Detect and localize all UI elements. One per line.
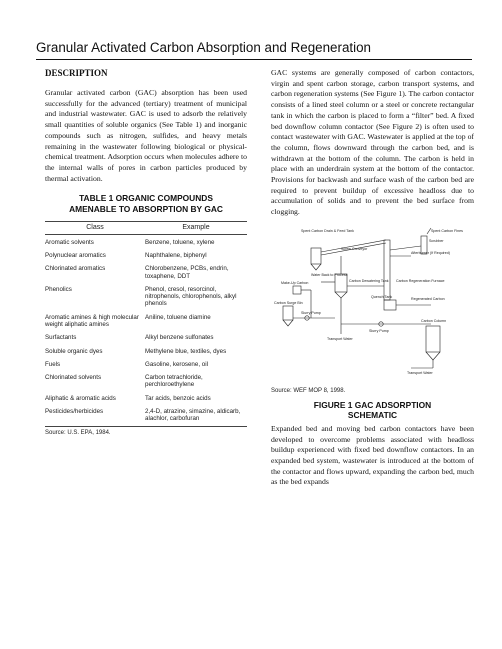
spent-carbon-tank-shape [311, 248, 321, 264]
figure1-caption-line1: FIGURE 1 GAC ADSORPTION [313, 399, 432, 410]
figure1-caption-line2: SCHEMATIC [347, 410, 398, 421]
table-cell-example: Aniline, toluene diamine [145, 313, 211, 321]
table1-source: Source: U.S. EPA, 1984. [45, 429, 111, 436]
table-cell-example: Phenol, cresol, resorcinol, nitrophenols, chlorophenols, alkyl phenols [145, 285, 237, 308]
table-cell-class: Chlorinated solvents [45, 374, 102, 382]
table-row [45, 331, 247, 344]
carbon-surge-bin-shape [283, 306, 293, 320]
regeneration-furnace-shape [384, 240, 390, 300]
table-cell-example: Chlorobenzene, PCBs, endrin, toxaphene, DDT [145, 265, 229, 280]
table-cell-class: Pesticides/herbicides [45, 405, 145, 426]
label-transport-water-2: Transport Water [407, 370, 433, 375]
table-cell-example: 2,4-D, atrazine, simazine, aldicarb, alachlor, carbofuran [145, 405, 247, 426]
label-scrubber: Scrubber [429, 238, 444, 243]
table-cell-class: Aliphatic & aromatic acids [45, 394, 116, 402]
table-cell-class: Surfactants [45, 334, 77, 342]
table-cell-example: Tar acids, benzoic acids [145, 394, 211, 402]
figure1-caption [271, 400, 474, 421]
left-column [45, 68, 247, 436]
label-quench-tank: Quench Tank [371, 294, 393, 299]
quench-tank-shape [384, 300, 396, 310]
table1-caption-line2: AMENABLE TO ABSORPTION BY GAC [69, 203, 223, 214]
table-row [45, 283, 247, 311]
table1-body [45, 234, 247, 426]
right-column [271, 68, 474, 496]
table-row [45, 358, 247, 371]
table-row [45, 345, 247, 358]
label-slurry-pump-2: Slurry Pump [369, 328, 389, 333]
table-row [45, 249, 247, 262]
table-row [45, 311, 247, 332]
label-carbon-column: Carbon Column [421, 318, 447, 323]
table-cell-example: Methylene blue, textiles, dyes [145, 347, 227, 355]
header-rule [36, 59, 472, 60]
table-cell-example: Benzene, toluene, xylene [145, 238, 215, 246]
table1 [45, 221, 247, 426]
table-row [45, 405, 247, 426]
table-cell-example: Gasoline, kerosene, oil [145, 360, 208, 368]
table-cell-example: Alkyl benzene sulfonates [145, 334, 214, 342]
label-slurry-pump-1: Slurry Pump [301, 310, 321, 315]
table-cell-class: Soluble organic dyes [45, 347, 103, 355]
table-cell-class: Chlorinated aromatics [45, 265, 106, 273]
label-dewatering-tank: Carbon Dewatering Tank [349, 278, 389, 283]
table-row [45, 234, 247, 249]
table1-caption-line1: TABLE 1 ORGANIC COMPOUNDS [79, 193, 213, 204]
label-transport-water-1: Transport Water [327, 336, 353, 341]
gac-systems-paragraph: GAC systems are generally composed of carbon contactors, virgin and spent carbon storage, carbon transport systems, and carbon regeneration systems (See Figure 1). The carbon contactor consists of a lined steel column or a steel or concrete rectangular tank in which the carbon is placed to form a “filter” bed. A fixed bed downflow column contactor (See Figure 2) is often used to contact wastewater with GAC. Wastewater is applied at the top of the column, flows downward through the carbon bed, and is withdrawn at the bottom of the column. The carbon is held in place with an underdrain system at the bottom of the contactor. Provisions for backwash and surface wash of the carbon bed are required to prevent buildup of excessive headloss due to accumulation of solids and to prevent the bed surface from clogging. [271, 68, 474, 217]
table1-caption [45, 193, 247, 214]
table-cell-class: Fuels [45, 360, 61, 368]
label-afterburner: Afterburner (If Required) [411, 250, 450, 255]
table-cell-example: Carbon tetrachloride, perchloroethylene [145, 374, 203, 389]
table-row [45, 262, 247, 283]
table-cell-example: Naphthalene, biphenyl [145, 251, 207, 259]
label-spent-drain: Spent Carbon Drain & Feed Tank [301, 228, 354, 233]
table-row [45, 392, 247, 405]
carbon-column-shape [426, 326, 440, 352]
label-spent-fines: Spent Carbon Fines [431, 228, 463, 233]
label-water-back: Water Back to Process [311, 272, 348, 277]
label-screw-conveyor: Screw Conveyor [341, 246, 368, 251]
figure1-schematic [271, 226, 474, 382]
label-regen-furnace: Carbon Regeneration Furnace [396, 278, 445, 283]
table-cell-class: Polynuclear aromatics [45, 251, 106, 259]
page-header-title: Granular Activated Carbon Absorption and Regeneration [36, 40, 371, 55]
table1-header-example: Example [145, 222, 247, 234]
label-regen-carbon: Regenerated Carbon [411, 296, 445, 301]
label-makeup-carbon: Make-Up Carbon [281, 280, 309, 285]
table-cell-class: Aromatic solvents [45, 238, 94, 246]
table1-header-class: Class [45, 222, 145, 234]
table-row [45, 371, 247, 392]
description-paragraph: Granular activated carbon (GAC) absorption has been used successfully for the advanced (tertiary) treatment of municipal and industrial wastewater. GAC is used to adsorb the relatively small quantities of soluble organics (See Table 1) and inorganic compounds such as nitrogen, sulfides, and heavy metals remaining in the wastewater following biological or physical-chemical treatment. Adsorption occurs when molecules adhere to the internal walls of pores in carbon particles produced by thermal activation. [45, 88, 247, 183]
figure1-source: Source: WEF MOP 8, 1998. [271, 387, 346, 394]
description-heading: DESCRIPTION [45, 68, 108, 78]
label-surge-bin: Carbon Surge Bin [274, 300, 303, 305]
table-cell-class: Phenolics [45, 285, 72, 293]
expanded-bed-paragraph: Expanded bed and moving bed carbon contactors have been developed to overcome problems associated with headloss buildup experienced with fixed bed downflow contactors. In an expanded bed system, wastewater is introduced at the bottom of the contactor and flows upward, expanding the carbon bed, much as the bed expands [271, 423, 474, 487]
table-cell-class: Aromatic amines & high molecular weight aliphatic amines [45, 313, 139, 328]
gac-schematic-drawing [271, 226, 474, 382]
